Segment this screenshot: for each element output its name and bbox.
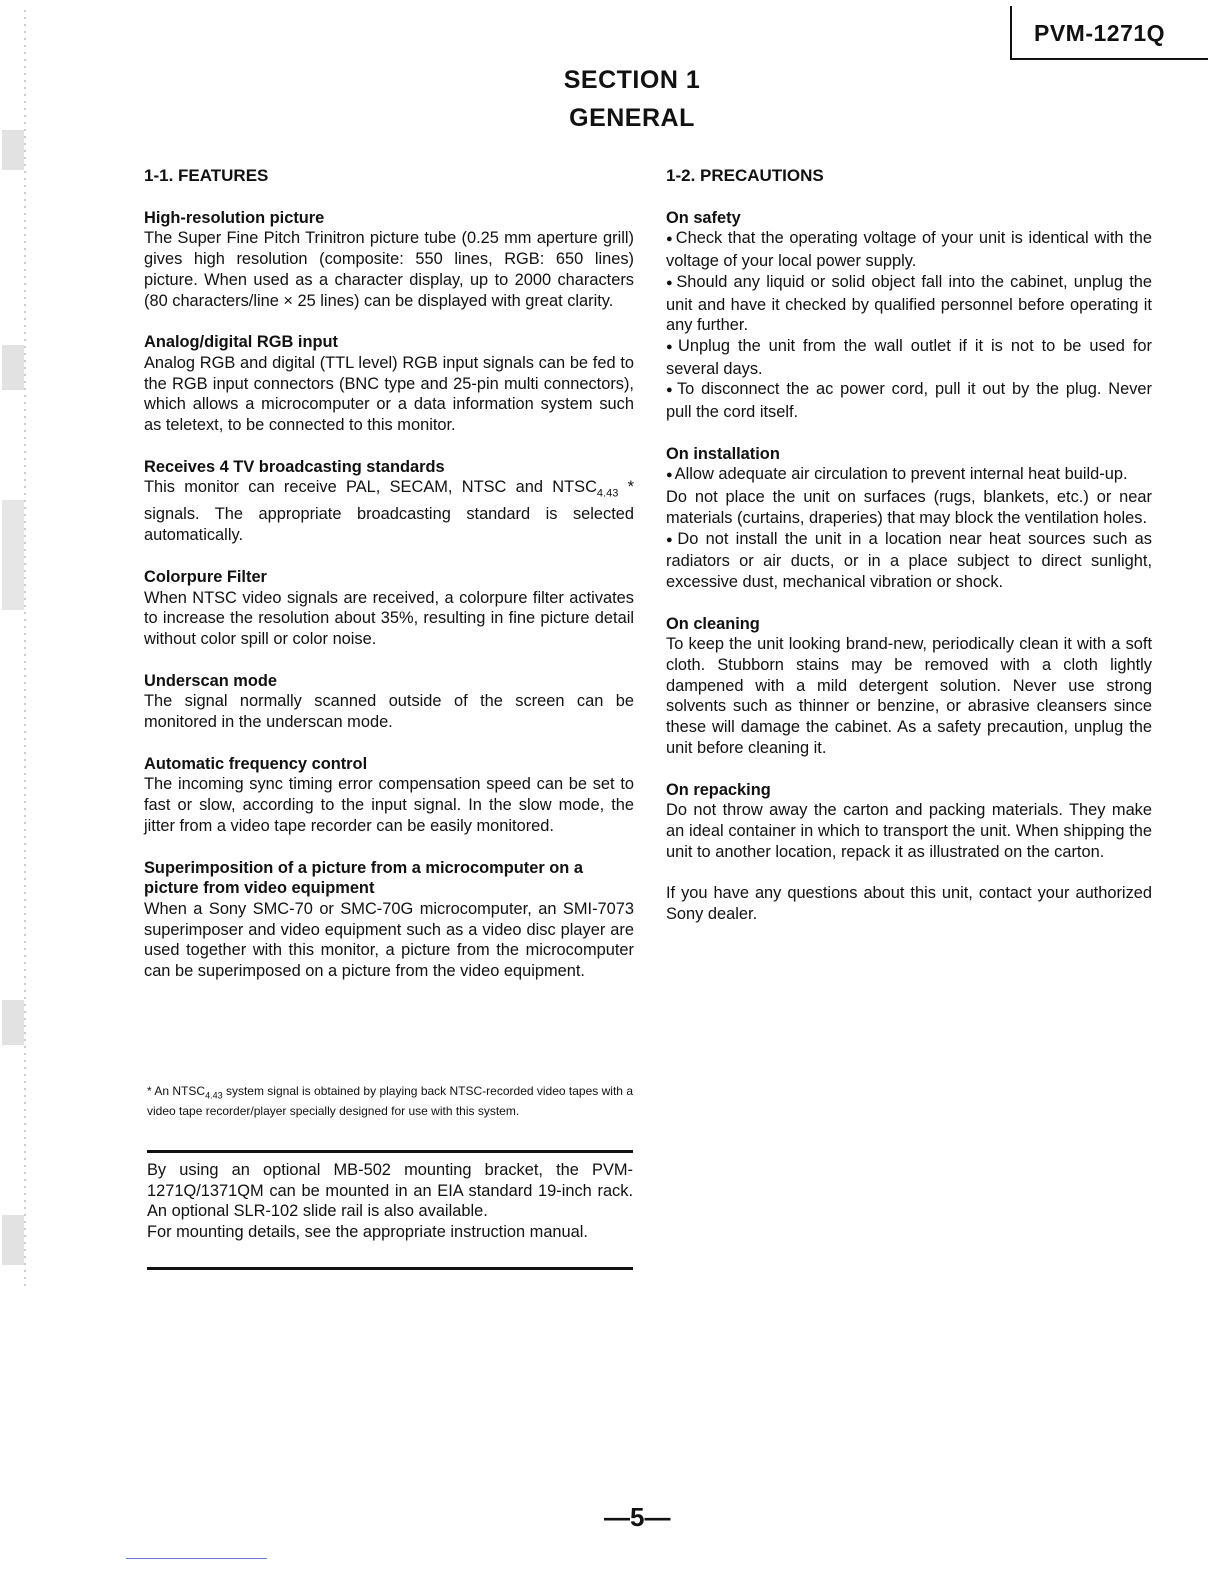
installation-text: Do not place the unit on surfaces (rugs, blankets, etc.) or near materials (curtains, draperies) that may block the ventilation holes. [666,488,1152,527]
feature-text: When a Sony SMC-70 or SMC-70G microcomputer, an SMI-7073 superimposer and video equipment such as a video disc player are used together with this monitor, a picture from the microcomputer can be superimposed on a picture from the video equipment. [144,899,634,981]
subscript: 4.43 [205,1090,223,1101]
features-column [144,166,634,982]
page-number: —5— [604,1502,671,1532]
feature-title: Automatic frequency control [144,754,368,773]
feature-text: When NTSC video signals are received, a colorpure filter activates to increase the resolution about 35%, resulting in fine picture detail without color spill or color noise. [144,588,634,648]
mounting-text: By using an optional MB-502 mounting bracket, the PVM-1271Q/1371QM can be mounted in an EIA standard 19-inch rack. An optional SLR-102 slide rail is also available. [147,1161,633,1221]
scan-edge-marks [0,0,36,1584]
repacking-title: On repacking [666,780,771,799]
safety-bullet: ● Check that the operating voltage of your unit is identical with the voltage of your local power supply. [666,228,1152,271]
feature-text: Analog RGB and digital (TTL level) RGB input signals can be fed to the RGB input connectors (BNC type and 25-pin multi connectors), which allows a microcomputer or a data information system such as teletext, to be connected to this monitor. [144,353,634,435]
installation-title: On installation [666,444,780,463]
precautions-heading: 1-2. PRECAUTIONS [666,166,824,185]
feature-title: Analog/digital RGB input [144,333,338,352]
divider-top [147,1150,633,1153]
scan-mark [126,1558,267,1559]
feature-text-part: This monitor can receive PAL, SECAM, NTSC and NTSC [144,478,597,497]
feature-title: Underscan mode [144,671,277,690]
feature-text-part: * signals. The appropriate broadcasting standard is selected automatically. [144,478,634,545]
safety-bullet: ● To disconnect the ac power cord, pull it out by the plug. Never pull the cord itself. [666,379,1152,422]
subscript: 4.43 [596,487,619,500]
feature-title: Colorpure Filter [144,567,267,586]
safety-bullet: ● Should any liquid or solid object fall into the cabinet, unplug the unit and have it checked by qualified personnel before operating it any further. [666,272,1152,336]
footnote-text: system signal is obtained by playing back NTSC-recorded video tapes with a video tape recorder/player specially designed for use with this system. [147,1084,633,1118]
divider-bottom [147,1267,633,1270]
repacking-text: Do not throw away the carton and packing materials. They make an ideal container in which to transport the unit. When shipping the unit to another location, repack it as illustrated on the carton. [666,801,1152,861]
footnote [147,1084,633,1119]
features-heading: 1-1. FEATURES [144,166,269,185]
cleaning-text: To keep the unit looking brand-new, periodically clean it with a soft cloth. Stubborn stains may be removed with a cloth lightly dampened with a mild detergent solution. Never use strong solvents such as thinner or benzine, or abrasive cleansers since these will damage the cabinet. As a safety precaution, unplug the unit before cleaning it. [666,635,1152,757]
safety-bullet: ● Unplug the unit from the wall outlet if it is not to be used for several days. [666,336,1152,379]
feature-title: Receives 4 TV broadcasting standards [144,457,445,476]
model-number: PVM-1271Q [1034,20,1166,46]
feature-text: The incoming sync timing error compensation speed can be set to fast or slow, according to the input signal. In the slow mode, the jitter from a video tape recorder can be easily monitored. [144,775,634,835]
precautions-column [666,166,1152,925]
feature-text [144,477,634,545]
contact-text: If you have any questions about this unit, contact your authorized Sony dealer. [666,884,1152,924]
feature-title: Superimposition of a picture from a microcomputer on a picture from video equipment [144,858,583,898]
feature-text: The Super Fine Pitch Trinitron picture tube (0.25 mm aperture grill) gives high resolution (composite: 550 lines, RGB: 650 lines) picture. When used as a character display, up to 2000 characters (80 characters/line × 25 lines) can be displayed with great clarity. [144,229,634,310]
feature-text: The signal normally scanned outside of the screen can be monitored in the underscan mode. [144,692,634,732]
footnote-text: * An NTSC [147,1084,206,1098]
mounting-note [147,1160,633,1243]
section-number: SECTION 1 [563,66,701,94]
installation-bullet: ● Allow adequate air circulation to prevent internal heat build-up. [666,464,1152,487]
feature-title: High-resolution picture [144,208,325,227]
mounting-text: For mounting details, see the appropriate instruction manual. [147,1223,588,1242]
section-title: GENERAL [569,104,695,132]
cleaning-title: On cleaning [666,614,760,633]
safety-title: On safety [666,208,741,227]
installation-bullet: ● Do not install the unit in a location near heat sources such as radiators or air ducts, or in a place subject to direct sunlight, excessive dust, mechanical vibration or shock. [666,529,1152,593]
